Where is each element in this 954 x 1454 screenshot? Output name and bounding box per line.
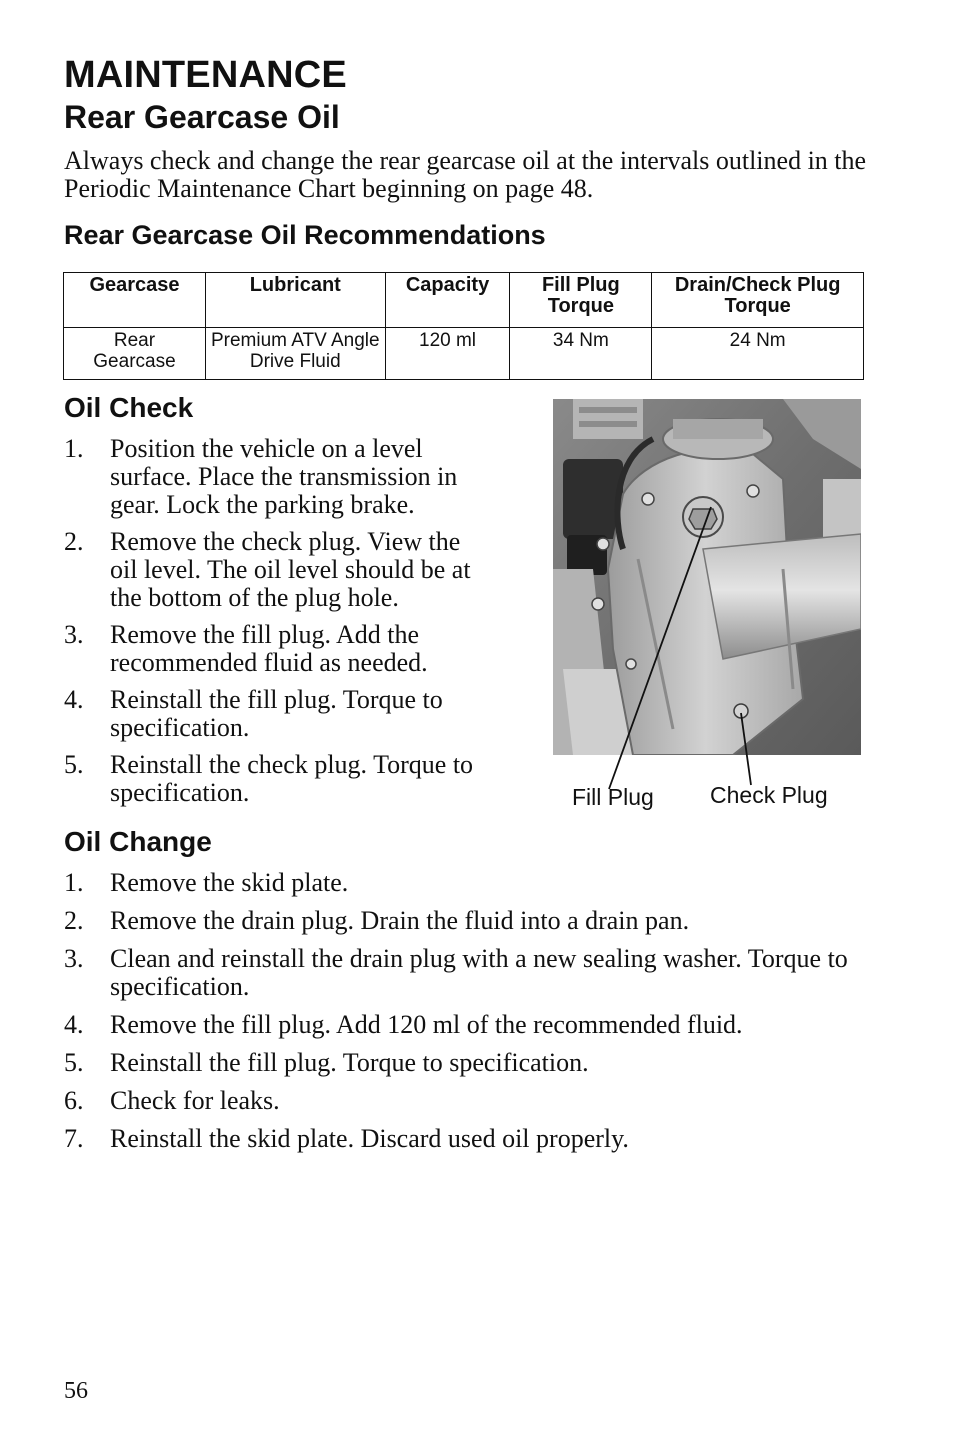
column-header-drain-check-plug-torque: Drain/Check Plug Torque xyxy=(652,273,864,328)
cell-lubricant: Premium ATV Angle Drive Fluid xyxy=(205,328,385,380)
cell-fill-plug-torque: 34 Nm xyxy=(510,328,652,380)
step-number: 7. xyxy=(64,1124,84,1153)
list-item xyxy=(64,1087,874,1115)
step-number: 6. xyxy=(64,1086,84,1115)
page-title: Rear Gearcase Oil xyxy=(64,99,340,135)
step-number: 5. xyxy=(64,750,84,779)
step-text: Clean and reinstall the drain plug with a new sealing washer. Torque to specification. xyxy=(110,944,848,1001)
list-item xyxy=(64,528,484,612)
check-plug-label: Check Plug xyxy=(710,782,828,808)
step-number: 2. xyxy=(64,527,84,556)
step-number: 3. xyxy=(64,944,84,973)
recommendations-heading: Rear Gearcase Oil Recommendations xyxy=(64,220,546,250)
list-item xyxy=(64,1049,874,1077)
list-item xyxy=(64,907,874,935)
step-text: Reinstall the check plug. Torque to specification. xyxy=(110,750,474,807)
step-text: Remove the fill plug. Add the recommended fluid as needed. xyxy=(110,620,428,677)
step-text: Reinstall the skid plate. Discard used oil properly. xyxy=(110,1124,629,1153)
step-text: Position the vehicle on a level surface. Place the transmission in gear. Lock the parking brake. xyxy=(110,434,458,519)
step-text: Reinstall the fill plug. Torque to specification. xyxy=(110,1048,589,1077)
table-header-row xyxy=(64,273,864,328)
check-plug-leader-line xyxy=(741,713,751,785)
step-text: Reinstall the fill plug. Torque to specification. xyxy=(110,685,443,742)
column-header-gearcase: Gearcase xyxy=(64,273,206,328)
step-text: Remove the fill plug. Add 120 ml of the recommended fluid. xyxy=(110,1010,743,1039)
page-number: 56 xyxy=(64,1378,88,1404)
step-number: 1. xyxy=(64,434,84,463)
step-number: 4. xyxy=(64,1010,84,1039)
oil-change-steps xyxy=(64,869,874,1163)
cell-drain-check-plug-torque: 24 Nm xyxy=(652,328,864,380)
fill-plug-label: Fill Plug xyxy=(572,784,654,810)
section-title: MAINTENANCE xyxy=(64,54,347,96)
list-item xyxy=(64,1125,874,1153)
cell-gearcase: Rear Gearcase xyxy=(64,328,206,380)
list-item xyxy=(64,1011,874,1039)
oil-check-heading: Oil Check xyxy=(64,392,194,423)
table-row xyxy=(64,328,864,380)
step-text: Check for leaks. xyxy=(110,1086,280,1115)
fill-plug-leader-line xyxy=(609,507,711,789)
column-header-lubricant: Lubricant xyxy=(205,273,385,328)
column-header-fill-plug-torque: Fill Plug Torque xyxy=(510,273,652,328)
oil-check-steps xyxy=(64,435,484,816)
cell-capacity: 120 ml xyxy=(385,328,510,380)
column-header-capacity: Capacity xyxy=(385,273,510,328)
step-text: Remove the drain plug. Drain the fluid into a drain pan. xyxy=(110,906,690,935)
list-item xyxy=(64,686,484,742)
list-item xyxy=(64,869,874,897)
step-number: 4. xyxy=(64,685,84,714)
step-text: Remove the skid plate. xyxy=(110,868,349,897)
step-number: 5. xyxy=(64,1048,84,1077)
callout-lines xyxy=(553,399,861,819)
step-text: Remove the check plug. View the oil level. The oil level should be at the bottom of the plug hole. xyxy=(110,527,471,612)
list-item xyxy=(64,945,874,1001)
list-item xyxy=(64,751,484,807)
step-number: 3. xyxy=(64,620,84,649)
step-number: 2. xyxy=(64,906,84,935)
list-item xyxy=(64,435,484,519)
list-item xyxy=(64,621,484,677)
oil-recommendations-table xyxy=(63,272,864,380)
oil-change-heading: Oil Change xyxy=(64,826,212,857)
step-number: 1. xyxy=(64,868,84,897)
intro-paragraph: Always check and change the rear gearcase oil at the intervals outlined in the Periodic Maintenance Chart beginning on page 48. xyxy=(64,146,867,203)
